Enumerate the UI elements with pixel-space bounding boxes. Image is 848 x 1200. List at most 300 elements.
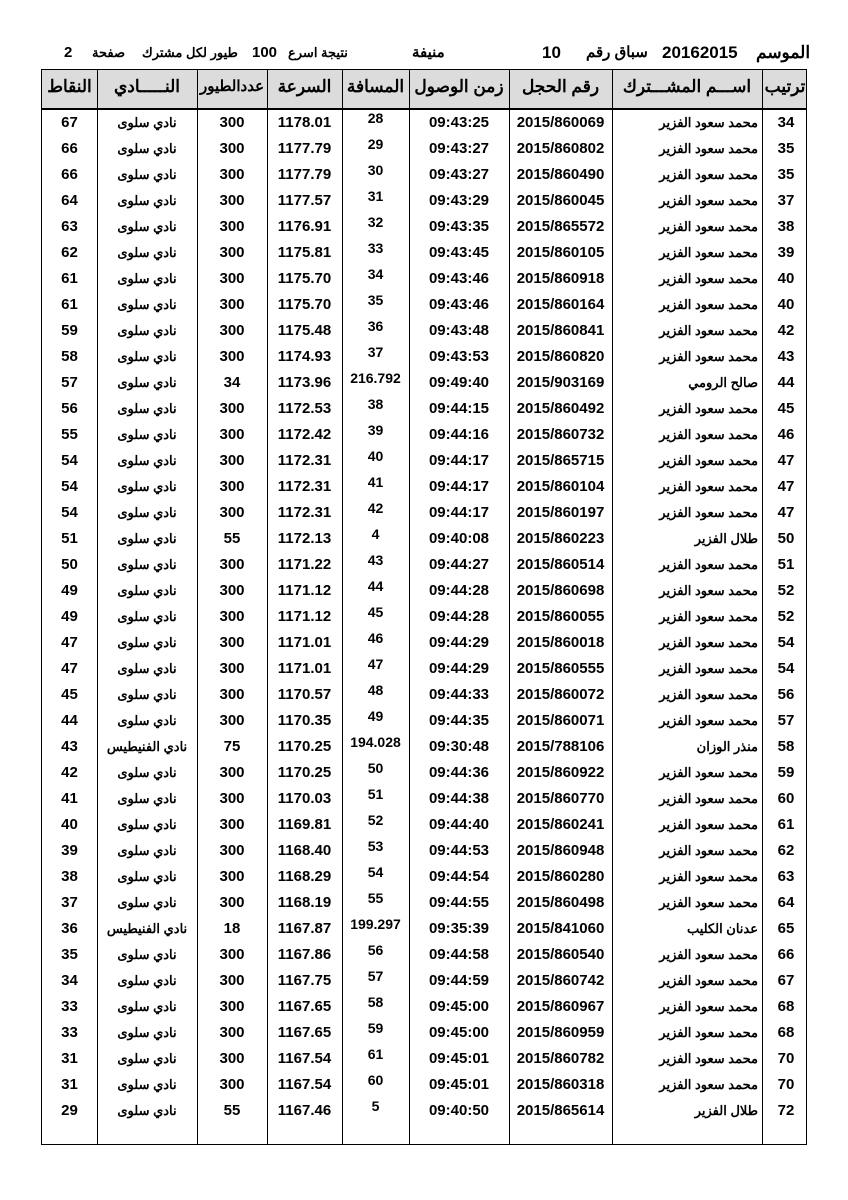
participant-name-cell: طلال الفزير — [694, 531, 758, 546]
speed-cell: 1177.57 — [277, 192, 332, 209]
rank-cell: 72 — [777, 1102, 795, 1119]
arrival-time-cell: 09:44:27 — [428, 556, 490, 573]
participant-name-cell: محمد سعود الفزير — [659, 609, 758, 624]
arrival-time-cell: 09:44:58 — [428, 946, 490, 963]
table-row — [42, 994, 806, 1020]
speed-cell: 1167.54 — [277, 1076, 332, 1093]
club-cell: نادي سلوى — [117, 349, 177, 364]
rank-cell: 67 — [777, 972, 795, 989]
distance-cell: 42 — [367, 500, 384, 516]
column-header-points: النقاط — [47, 77, 92, 96]
distance-cell: 32 — [367, 214, 384, 230]
club-cell: نادي سلوى — [117, 791, 177, 806]
arrival-time-cell: 09:44:38 — [428, 790, 490, 807]
table-row — [42, 240, 806, 266]
distance-cell: 4 — [371, 526, 380, 542]
bird-count-cell: 300 — [219, 218, 245, 235]
speed-cell: 1171.22 — [277, 556, 332, 573]
points-cell: 33 — [61, 1024, 78, 1041]
ring-number-cell: 2015/860490 — [516, 166, 605, 183]
distance-cell: 53 — [367, 838, 384, 854]
bird-count-cell: 18 — [223, 920, 241, 937]
arrival-time-cell: 09:45:01 — [428, 1076, 490, 1093]
bird-count-cell: 300 — [219, 660, 245, 677]
points-cell: 29 — [61, 1102, 78, 1119]
speed-cell: 1172.31 — [277, 478, 332, 495]
rank-cell: 47 — [777, 452, 795, 469]
distance-cell: 48 — [367, 682, 384, 698]
arrival-time-cell: 09:44:35 — [428, 712, 490, 729]
speed-cell: 1172.31 — [277, 452, 332, 469]
table-row — [42, 656, 806, 682]
table-row — [42, 110, 806, 136]
club-cell: نادي سلوى — [117, 817, 177, 832]
ring-number-cell: 2015/860918 — [516, 270, 605, 287]
table-row — [42, 760, 806, 786]
participant-name-cell: محمد سعود الفزير — [659, 427, 758, 442]
club-cell: نادي سلوى — [117, 401, 177, 416]
points-cell: 47 — [61, 660, 78, 677]
ring-number-cell: 2015/860492 — [516, 400, 605, 417]
arrival-time-cell: 09:43:29 — [428, 192, 490, 209]
points-cell: 61 — [61, 296, 78, 313]
bird-count-cell: 55 — [223, 530, 241, 547]
club-cell: نادي سلوى — [117, 895, 177, 910]
bird-count-cell: 300 — [219, 1076, 245, 1093]
rank-cell: 70 — [777, 1076, 795, 1093]
club-cell: نادي سلوى — [117, 115, 177, 130]
distance-cell: 36 — [367, 318, 384, 334]
result-value: 100 — [252, 44, 278, 61]
table-row — [42, 864, 806, 890]
column-header-birds: عددالطيور — [199, 78, 265, 95]
club-cell: نادي سلوى — [117, 297, 177, 312]
points-cell: 50 — [61, 556, 78, 573]
table-row — [42, 500, 806, 526]
bird-count-cell: 300 — [219, 114, 245, 131]
distance-cell: 59 — [367, 1020, 384, 1036]
bird-count-cell: 300 — [219, 764, 245, 781]
rank-cell: 64 — [777, 894, 795, 911]
ring-number-cell: 2015/860071 — [516, 712, 605, 729]
ring-number-cell: 2015/860241 — [516, 816, 605, 833]
participant-name-cell: محمد سعود الفزير — [659, 271, 758, 286]
ring-number-cell: 2015/860698 — [516, 582, 605, 599]
bird-count-cell: 300 — [219, 244, 245, 261]
rank-cell: 52 — [777, 608, 795, 625]
table-row — [42, 1046, 806, 1072]
bird-count-cell: 300 — [219, 166, 245, 183]
participant-name-cell: محمد سعود الفزير — [659, 453, 758, 468]
table-row — [42, 1072, 806, 1098]
bird-count-cell: 300 — [219, 712, 245, 729]
speed-cell: 1167.75 — [277, 972, 332, 989]
distance-cell: 34 — [367, 266, 384, 282]
speed-cell: 1170.57 — [277, 686, 332, 703]
speed-cell: 1172.42 — [277, 426, 332, 443]
ring-number-cell: 2015/860770 — [516, 790, 605, 807]
participant-name-cell: محمد سعود الفزير — [659, 115, 758, 130]
arrival-time-cell: 09:44:17 — [428, 452, 490, 469]
club-cell: نادي سلوى — [117, 193, 177, 208]
speed-cell: 1167.65 — [277, 998, 332, 1015]
club-cell: نادي سلوى — [117, 245, 177, 260]
rank-cell: 54 — [777, 634, 795, 651]
season-label: الموسم — [756, 43, 811, 62]
table-row — [42, 630, 806, 656]
column-header-rank: ترتيب — [764, 77, 806, 96]
distance-cell: 37 — [367, 344, 384, 360]
points-cell: 35 — [61, 946, 78, 963]
club-cell: نادي سلوى — [117, 479, 177, 494]
arrival-time-cell: 09:44:17 — [428, 478, 490, 495]
rank-cell: 45 — [777, 400, 795, 417]
speed-cell: 1177.79 — [277, 166, 332, 183]
rank-cell: 68 — [777, 998, 795, 1015]
rank-cell: 35 — [777, 166, 795, 183]
arrival-time-cell: 09:44:36 — [428, 764, 490, 781]
bird-count-cell: 300 — [219, 1024, 245, 1041]
club-cell: نادي سلوى — [117, 1103, 177, 1118]
arrival-time-cell: 09:45:00 — [428, 1024, 490, 1041]
participant-name-cell: محمد سعود الفزير — [659, 791, 758, 806]
column-header-speed: السرعة — [277, 77, 332, 96]
ring-number-cell: 2015/860104 — [516, 478, 605, 495]
rank-cell: 42 — [777, 322, 795, 339]
points-cell: 58 — [61, 348, 78, 365]
participant-name-cell: محمد سعود الفزير — [659, 323, 758, 338]
bird-count-cell: 300 — [219, 894, 245, 911]
speed-cell: 1167.65 — [277, 1024, 332, 1041]
arrival-time-cell: 09:43:27 — [428, 166, 490, 183]
ring-number-cell: 2015/860742 — [516, 972, 605, 989]
points-cell: 43 — [61, 738, 78, 755]
arrival-time-cell: 09:43:35 — [428, 218, 490, 235]
rank-cell: 59 — [777, 764, 795, 781]
table-row — [42, 136, 806, 162]
table-row — [42, 396, 806, 422]
bird-count-cell: 300 — [219, 478, 245, 495]
points-cell: 56 — [61, 400, 78, 417]
speed-cell: 1167.54 — [277, 1050, 332, 1067]
bird-count-cell: 300 — [219, 400, 245, 417]
club-cell: نادي سلوى — [117, 453, 177, 468]
participant-name-cell: محمد سعود الفزير — [659, 167, 758, 182]
table-row — [42, 526, 806, 552]
distance-cell: 194.028 — [350, 734, 401, 750]
column-header-name: اســـم المشـــترك — [622, 77, 752, 96]
club-cell: نادي سلوى — [117, 1077, 177, 1092]
speed-cell: 1170.35 — [277, 712, 332, 729]
distance-cell: 30 — [367, 162, 384, 178]
bird-count-cell: 300 — [219, 140, 245, 157]
table-row — [42, 838, 806, 864]
rank-cell: 50 — [777, 530, 795, 547]
distance-cell: 5 — [371, 1098, 380, 1114]
ring-number-cell: 2015/860514 — [516, 556, 605, 573]
table-row — [42, 786, 806, 812]
season-value: 20162015 — [662, 43, 738, 62]
rank-cell: 54 — [777, 660, 795, 677]
arrival-time-cell: 09:35:39 — [428, 920, 490, 937]
participant-name-cell: محمد سعود الفزير — [659, 349, 758, 364]
rank-cell: 34 — [777, 114, 795, 131]
bird-count-cell: 300 — [219, 582, 245, 599]
speed-cell: 1171.01 — [277, 634, 332, 651]
bird-count-cell: 300 — [219, 634, 245, 651]
arrival-time-cell: 09:43:48 — [428, 322, 490, 339]
arrival-time-cell: 09:43:45 — [428, 244, 490, 261]
rank-cell: 56 — [777, 686, 795, 703]
speed-cell: 1174.93 — [277, 348, 332, 365]
participant-name-cell: محمد سعود الفزير — [659, 973, 758, 988]
distance-cell: 54 — [367, 864, 384, 880]
ring-number-cell: 2015/860072 — [516, 686, 605, 703]
participant-name-cell: محمد سعود الفزير — [659, 869, 758, 884]
page-label: صفحة — [92, 45, 125, 60]
speed-cell: 1170.03 — [277, 790, 332, 807]
table-row — [42, 604, 806, 630]
rank-cell: 35 — [777, 140, 795, 157]
participant-name-cell: محمد سعود الفزير — [659, 635, 758, 650]
arrival-time-cell: 09:45:00 — [428, 998, 490, 1015]
ring-number-cell: 2015/860045 — [516, 192, 605, 209]
bird-count-cell: 300 — [219, 816, 245, 833]
ring-number-cell: 2015/860164 — [516, 296, 605, 313]
bird-count-cell: 300 — [219, 348, 245, 365]
club-cell: نادي سلوى — [117, 609, 177, 624]
distance-cell: 31 — [367, 188, 384, 204]
points-cell: 59 — [61, 322, 78, 339]
arrival-time-cell: 09:44:28 — [428, 582, 490, 599]
ring-number-cell: 2015/860802 — [516, 140, 605, 157]
bird-count-cell: 75 — [223, 738, 241, 755]
speed-cell: 1175.70 — [277, 270, 332, 287]
table-row — [42, 318, 806, 344]
club-cell: نادي سلوى — [117, 635, 177, 650]
ring-number-cell: 2015/860105 — [516, 244, 605, 261]
arrival-time-cell: 09:30:48 — [428, 738, 490, 755]
participant-name-cell: محمد سعود الفزير — [659, 947, 758, 962]
distance-cell: 38 — [367, 396, 384, 412]
points-cell: 31 — [61, 1076, 78, 1093]
bird-count-cell: 300 — [219, 972, 245, 989]
table-row — [42, 266, 806, 292]
points-cell: 57 — [61, 374, 78, 391]
points-cell: 47 — [61, 634, 78, 651]
ring-number-cell: 2015/860018 — [516, 634, 605, 651]
distance-cell: 50 — [367, 760, 384, 776]
table-row — [42, 370, 806, 396]
race-number: 10 — [542, 43, 561, 62]
participant-name-cell: محمد سعود الفزير — [659, 245, 758, 260]
ring-number-cell: 2015/860280 — [516, 868, 605, 885]
club-cell: نادي سلوى — [117, 531, 177, 546]
participant-name-cell: محمد سعود الفزير — [659, 1077, 758, 1092]
distance-cell: 44 — [367, 578, 384, 594]
speed-cell: 1175.48 — [277, 322, 332, 339]
table-row — [42, 552, 806, 578]
table-row — [42, 162, 806, 188]
table-row — [42, 708, 806, 734]
table-row — [42, 1098, 806, 1124]
bird-count-cell: 300 — [219, 608, 245, 625]
results-table — [41, 69, 807, 1145]
rank-cell: 40 — [777, 296, 795, 313]
participant-name-cell: محمد سعود الفزير — [659, 765, 758, 780]
points-cell: 64 — [61, 192, 78, 209]
points-cell: 36 — [61, 920, 78, 937]
points-cell: 62 — [61, 244, 78, 261]
distance-cell: 46 — [367, 630, 384, 646]
participant-name-cell: محمد سعود الفزير — [659, 505, 758, 520]
distance-cell: 40 — [367, 448, 384, 464]
points-cell: 66 — [61, 140, 78, 157]
speed-cell: 1172.53 — [277, 400, 332, 417]
rank-cell: 37 — [777, 192, 795, 209]
rank-cell: 40 — [777, 270, 795, 287]
bird-count-cell: 300 — [219, 452, 245, 469]
column-header-distance: المسافة — [346, 77, 405, 96]
club-cell: نادي سلوى — [117, 1051, 177, 1066]
club-cell: نادي الفنيطيس — [106, 739, 188, 754]
club-cell: نادي سلوى — [117, 557, 177, 572]
speed-cell: 1176.91 — [277, 218, 332, 235]
bird-count-cell: 300 — [219, 842, 245, 859]
rank-cell: 39 — [777, 244, 795, 261]
distance-cell: 51 — [367, 786, 384, 802]
ring-number-cell: 2015/860069 — [516, 114, 605, 131]
ring-number-cell: 2015/841060 — [516, 920, 605, 937]
participant-name-cell: محمد سعود الفزير — [659, 1025, 758, 1040]
rank-cell: 66 — [777, 946, 795, 963]
arrival-time-cell: 09:45:01 — [428, 1050, 490, 1067]
club-cell: نادي سلوى — [117, 973, 177, 988]
column-header-club: النـــــادي — [114, 77, 180, 96]
participant-name-cell: محمد سعود الفزير — [659, 1051, 758, 1066]
rank-cell: 47 — [777, 478, 795, 495]
points-cell: 37 — [61, 894, 78, 911]
speed-cell: 1171.01 — [277, 660, 332, 677]
points-cell: 41 — [61, 790, 78, 807]
speed-cell: 1175.70 — [277, 296, 332, 313]
bird-count-cell: 300 — [219, 296, 245, 313]
points-cell: 54 — [61, 504, 78, 521]
bird-count-cell: 300 — [219, 322, 245, 339]
participant-name-cell: محمد سعود الفزير — [659, 661, 758, 676]
table-row — [42, 214, 806, 240]
ring-number-cell: 2015/860732 — [516, 426, 605, 443]
table-row — [42, 968, 806, 994]
ring-number-cell: 2015/860948 — [516, 842, 605, 859]
bird-count-cell: 300 — [219, 504, 245, 521]
bird-count-cell: 34 — [223, 374, 241, 391]
speed-cell: 1173.96 — [277, 374, 332, 391]
distance-cell: 41 — [367, 474, 384, 490]
participant-name-cell: محمد سعود الفزير — [659, 999, 758, 1014]
ring-number-cell: 2015/788106 — [516, 738, 605, 755]
bird-count-cell: 300 — [219, 192, 245, 209]
ring-number-cell: 2015/860782 — [516, 1050, 605, 1067]
points-cell: 55 — [61, 426, 78, 443]
table-row — [42, 422, 806, 448]
speed-cell: 1167.87 — [277, 920, 332, 937]
distance-cell: 52 — [367, 812, 384, 828]
points-cell: 49 — [61, 608, 78, 625]
club-cell: نادي سلوى — [117, 765, 177, 780]
points-cell: 67 — [61, 114, 78, 131]
ring-number-cell: 2015/865572 — [516, 218, 605, 235]
points-cell: 39 — [61, 842, 78, 859]
participant-name-cell: محمد سعود الفزير — [659, 557, 758, 572]
arrival-time-cell: 09:44:33 — [428, 686, 490, 703]
points-cell: 63 — [61, 218, 78, 235]
ring-number-cell: 2015/860223 — [516, 530, 605, 547]
column-header-ring: رقم الحجل — [521, 77, 600, 96]
points-cell: 38 — [61, 868, 78, 885]
ring-number-cell: 2015/860498 — [516, 894, 605, 911]
club-cell: نادي سلوى — [117, 505, 177, 520]
participant-name-cell: صالح الرومي — [688, 375, 758, 390]
speed-cell: 1170.25 — [277, 738, 332, 755]
rank-cell: 65 — [777, 920, 795, 937]
table-header-row — [42, 70, 806, 110]
distance-cell: 39 — [367, 422, 384, 438]
speed-cell: 1167.86 — [277, 946, 332, 963]
bird-count-cell: 300 — [219, 998, 245, 1015]
participant-name-cell: محمد سعود الفزير — [659, 583, 758, 598]
points-cell: 40 — [61, 816, 78, 833]
rank-cell: 61 — [777, 816, 795, 833]
club-cell: نادي سلوى — [117, 219, 177, 234]
participant-name-cell: محمد سعود الفزير — [659, 843, 758, 858]
ring-number-cell: 2015/860540 — [516, 946, 605, 963]
arrival-time-cell: 09:40:08 — [428, 530, 490, 547]
club-cell: نادي الفنيطيس — [106, 921, 188, 936]
speed-cell: 1177.79 — [277, 140, 332, 157]
points-cell: 66 — [61, 166, 78, 183]
table-row — [42, 942, 806, 968]
rank-cell: 63 — [777, 868, 795, 885]
speed-cell: 1171.12 — [277, 582, 332, 599]
rank-cell: 58 — [777, 738, 795, 755]
ring-number-cell: 2015/860055 — [516, 608, 605, 625]
rank-cell: 60 — [777, 790, 795, 807]
ring-number-cell: 2015/860841 — [516, 322, 605, 339]
participant-name-cell: محمد سعود الفزير — [659, 141, 758, 156]
club-cell: نادي سلوى — [117, 167, 177, 182]
arrival-time-cell: 09:40:50 — [428, 1102, 490, 1119]
table-row — [42, 916, 806, 942]
participant-name-cell: محمد سعود الفزير — [659, 895, 758, 910]
arrival-time-cell: 09:43:25 — [428, 114, 490, 131]
distance-cell: 28 — [367, 110, 384, 126]
distance-cell: 58 — [367, 994, 384, 1010]
participant-name-cell: محمد سعود الفزير — [659, 401, 758, 416]
ring-number-cell: 2015/865614 — [516, 1102, 605, 1119]
rank-cell: 44 — [777, 374, 795, 391]
birds-per-participant-label: طيور لكل مشترك — [142, 45, 238, 60]
speed-cell: 1168.40 — [277, 842, 332, 859]
points-cell: 44 — [61, 712, 78, 729]
table-row — [42, 188, 806, 214]
speed-cell: 1172.31 — [277, 504, 332, 521]
race-label: سباق رقم — [586, 44, 648, 61]
participant-name-cell: محمد سعود الفزير — [659, 817, 758, 832]
club-cell: نادي سلوى — [117, 661, 177, 676]
bird-count-cell: 300 — [219, 270, 245, 287]
speed-cell: 1178.01 — [277, 114, 332, 131]
